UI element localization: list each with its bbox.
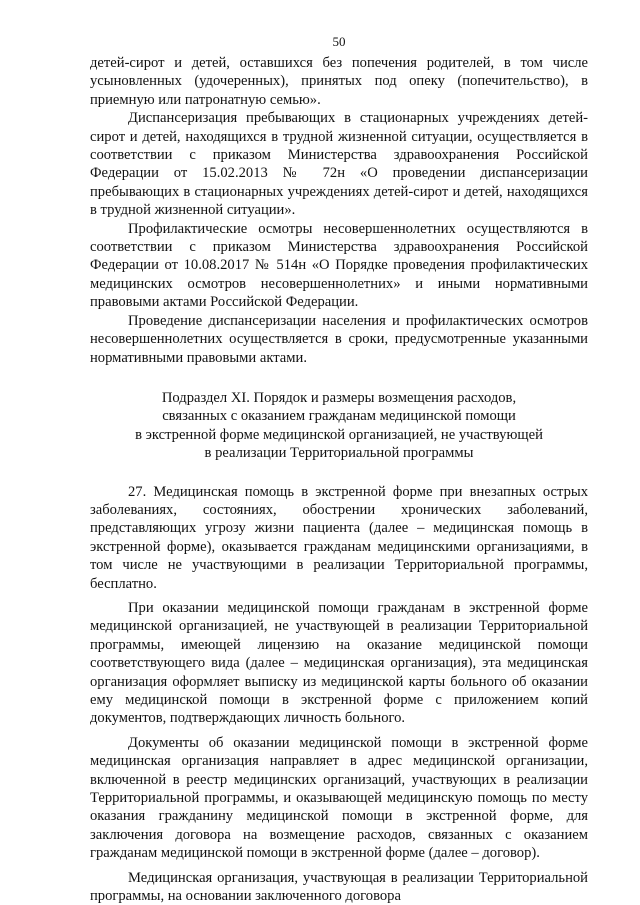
paragraph-emergency-care: При оказании медицинской помощи гражданам в экстренной форме медицинской организацией, не участвующей в реализации Территориальной программы, имеющей лицензию на оказание медицинской помощи соответствующего вида (далее – медицинская организация), эта медицинская организация оформляет выписку из медицинской карты больного об оказании ему медицинской помощи в экстренной форме с приложением копий документов, подтверждающих личность больного. — [90, 599, 588, 727]
section-heading-line: в экстренной форме медицинской организацией, не участвующей — [135, 426, 543, 443]
paragraph-item-27: 27. Медицинская помощь в экстренной форме при внезапных острых заболеваниях, состояниях, обострении хронических заболеваний, представляющих угрозу жизни пациента (далее – медицинская помощь в экстренной форме), оказывается гражданам медицинскими организациями, в том числе не участвующими в реализации Территориальной программы, бесплатно. — [90, 483, 588, 592]
paragraph-continuation: детей-сирот и детей, оставшихся без попечения родителей, в том числе усыновленных (удочеренных), принятых под опеку (попечительство), в приемную или патронатную семью». — [90, 55, 588, 108]
paragraph-documents: Документы об оказании медицинской помощи в экстренной форме медицинская организация направляет в адрес медицинской организации, включенной в реестр медицинских организаций, участвующих в реализации Территориальной программы, и оказывающей медицинскую помощь по месту оказания гражданину медицинской помощи в экстренной форме, для заключения договора на возмещение расходов, связанных с оказанием гражданам медицинской помощи в экстренной форме (далее – договор). — [90, 734, 588, 862]
paragraph-exam-terms: Проведение диспансеризации населения и профилактических осмотров несовершеннолетних осуществляется в сроки, предусмотренные указанными нормативными правовыми актами. — [90, 312, 588, 366]
page-number: 50 — [332, 34, 346, 49]
paragraph-preventive-exams: Профилактические осмотры несовершеннолетних осуществляются в соответствии с приказом Министерства здравоохранения Российской Федерации от 10.08.2017 № 514н «О Порядке проведения профилактических медицинских осмотров несовершеннолетних» и иными нормативными правовыми актами Российской Федерации. — [90, 220, 588, 311]
section-heading-line: Подраздел XI. Порядок и размеры возмещения расходов, — [161, 389, 517, 406]
paragraph-dispensary-orphans: Диспансеризация пребывающих в стационарных учреждениях детей-сирот и детей, находящихся в трудной жизненной ситуации, осуществляется в соответствии с приказом Министерства здравоохранения Российской Федерации от 15.02.2013 № 72н «О проведении диспансеризации пребывающих в стационарных учреждениях детей-сирот и детей, находящихся в трудной жизненной ситуации». — [90, 110, 588, 219]
section-heading — [90, 389, 588, 463]
section-heading-line: в реализации Территориальной программы — [204, 445, 474, 462]
document-page — [90, 34, 588, 905]
section-heading-line: связанных с оказанием гражданам медицинской помощи — [162, 408, 516, 425]
paragraph-participating-org: Медицинская организация, участвующая в реализации Территориальной программы, на основании заключенного договора — [90, 869, 588, 905]
